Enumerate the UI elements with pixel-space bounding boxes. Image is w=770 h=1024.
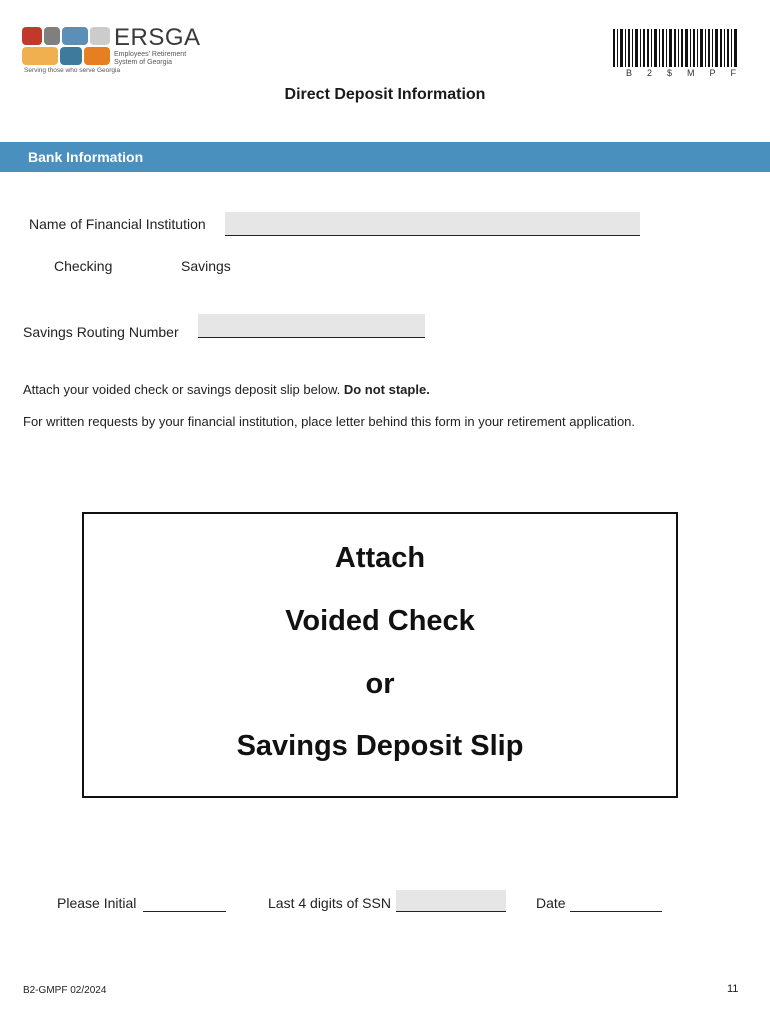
ssn-input[interactable] (396, 890, 506, 912)
section-title: Bank Information (28, 149, 144, 165)
routing-label: Savings Routing Number (23, 324, 179, 340)
logo-tile (84, 47, 110, 65)
institution-label: Name of Financial Institution (29, 216, 206, 232)
savings-option[interactable]: Savings (181, 258, 231, 274)
initial-label: Please Initial (57, 895, 137, 911)
attach-instruction (23, 382, 430, 397)
written-requests-instruction: For written requests by your financial institution, place letter behind this form in your retirement application. (23, 414, 636, 429)
barcode-char: 2 (647, 68, 653, 78)
logo-tile (60, 47, 82, 65)
logo-tile (90, 27, 110, 45)
barcode-char: $ (667, 68, 673, 78)
logo-tile (62, 27, 88, 45)
logo-tile (22, 47, 58, 65)
attach-line-1: Attach (334, 542, 426, 574)
barcode-char: M (687, 68, 695, 78)
logo-subtitle: Employees' Retirement System of Georgia (114, 51, 187, 66)
barcode-char: B (626, 68, 633, 78)
date-label: Date (536, 895, 566, 911)
checking-option[interactable]: Checking (54, 258, 113, 274)
section-header-bank (0, 142, 770, 172)
attach-line-3: or (365, 668, 395, 700)
institution-input[interactable] (225, 212, 640, 236)
page-title: Direct Deposit Information (284, 86, 486, 103)
date-input[interactable] (570, 896, 662, 912)
logo-tile (44, 27, 60, 45)
logo-name: ERSGA (114, 24, 201, 51)
barcode (613, 29, 737, 67)
form-code: B2-GMPF 02/2024 (23, 985, 107, 996)
routing-number-input[interactable] (198, 314, 425, 338)
logo (22, 27, 112, 67)
barcode-text (626, 68, 736, 78)
ssn-label: Last 4 digits of SSN (268, 895, 391, 911)
barcode-char: F (730, 68, 736, 78)
attach-check-area (82, 512, 678, 798)
page-number: 11 (727, 983, 739, 995)
attach-line-2: Voided Check (285, 605, 475, 637)
attach-line-4: Savings Deposit Slip (236, 730, 524, 762)
logo-tile (22, 27, 42, 45)
barcode-char: P (709, 68, 716, 78)
attach-instruction-text: Attach your voided check or savings deposit slip below. (23, 382, 341, 397)
initial-input[interactable] (143, 896, 226, 912)
logo-tagline: Serving those who serve Georgia (24, 67, 121, 74)
do-not-staple: Do not staple. (343, 382, 430, 397)
